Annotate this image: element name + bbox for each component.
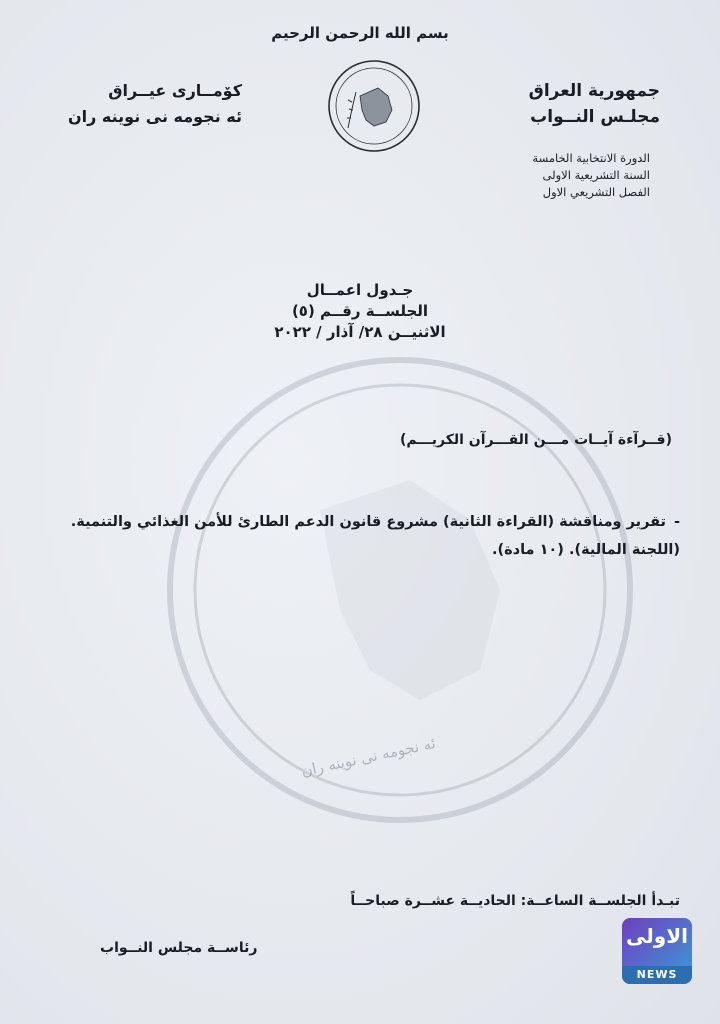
- session-start-time: تبـدأ الجلســة الساعــة: الحاديــة عشــرة صباحــاً: [350, 893, 680, 909]
- quran-recitation: (قــرآءة آيــات مـــن القـــرآن الكريـــم): [400, 432, 672, 448]
- kurdish-republic-name: كۆمــارى عيــراق: [108, 81, 242, 100]
- agenda-title: جـدول اعمــال: [306, 281, 414, 299]
- parliament-emblem-icon: [326, 58, 422, 154]
- session-number: الجلســة رقــم (٥): [291, 302, 429, 320]
- news-logo-badge: [622, 918, 692, 984]
- header-right-block: [529, 78, 660, 130]
- agenda-item-text: تقرير ومناقشة (القراءة الثانية) مشروع قانون الدعم الطارئ للأمن الغذائي والتنمية. (اللجنة المالية). (١٠ مادة).: [70, 514, 680, 558]
- republic-of-iraq: جمهورية العراق: [528, 81, 660, 101]
- watermark-text: ئه نجومه نى نوينه ران: [299, 733, 438, 781]
- parliamentary-affairs-watermark-seal: [150, 340, 650, 840]
- session-date: الاثنيــن ٢٨/ آذار / ٢٠٢٢: [274, 323, 446, 341]
- council-of-representatives: مجلـس النــواب: [530, 107, 660, 127]
- session-info: [532, 150, 650, 201]
- news-logo-text: الاولى: [626, 924, 688, 948]
- basmala: بسم الله الرحمن الرحيم: [271, 24, 449, 42]
- news-logo-label: NEWS: [622, 966, 692, 984]
- header-left-block: [68, 78, 242, 130]
- legislative-year: السنة التشريعية الاولى: [542, 168, 650, 182]
- kurdish-council-name: ئه نجومه نى نوينه ران: [68, 107, 242, 126]
- presidency-signature: رئاســة مجلس النــواب: [100, 940, 258, 956]
- legislative-term: الفصل التشريعي الاول: [542, 185, 650, 199]
- agenda-heading: [0, 280, 720, 343]
- agenda-item: [40, 508, 680, 564]
- electoral-cycle: الدورة الانتخابية الخامسة: [532, 151, 650, 165]
- agenda-item-bullet: -: [673, 514, 680, 530]
